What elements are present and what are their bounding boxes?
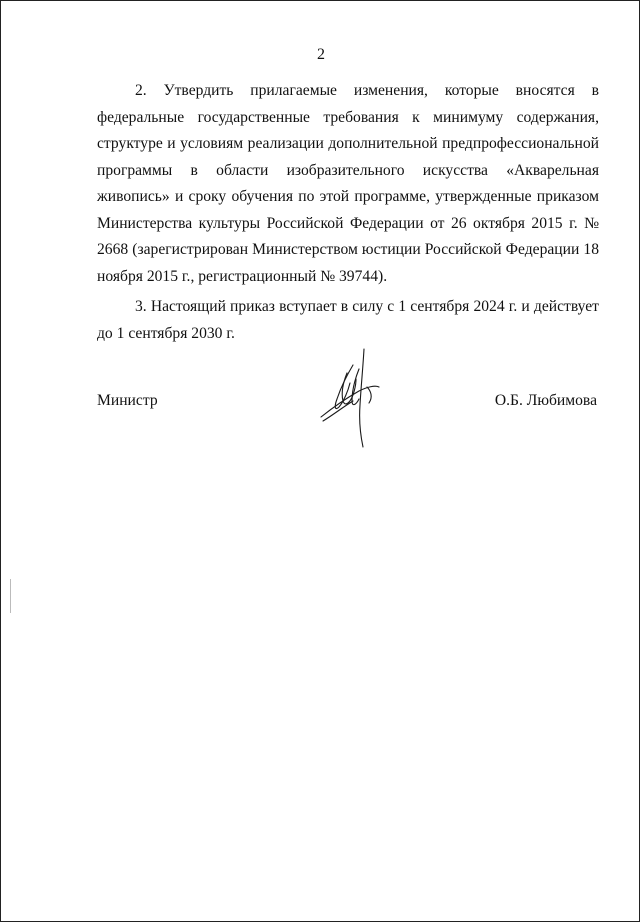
scan-artifact-mark [9, 579, 12, 613]
paragraph-item-2: 2. Утвердить прилагаемые изменения, которые вносятся в федеральные государственные требования к минимуму содержания, структуре и условиям реализации дополнительной предпрофессиональной программы в области изобразительного искусства «Акварельная живопись» и сроку обучения по этой программе, утвержденные приказом Министерства культуры Российской Федерации от 26 октября 2015 г. № 2668 (зарегистрирован Министерством юстиции Российской Федерации 18 ноября 2015 г., регистрационный № 39744). [97, 82, 599, 285]
signatory-position: Министр [97, 392, 158, 409]
page-number: 2 [317, 46, 325, 63]
paragraph-item-3: 3. Настоящий приказ вступает в силу с 1 сентября 2024 г. и действует до 1 сентября 2030 г. [97, 298, 599, 342]
signature-block [97, 389, 597, 413]
document-body [97, 78, 599, 351]
signatory-name: О.Б. Любимова [494, 392, 597, 409]
